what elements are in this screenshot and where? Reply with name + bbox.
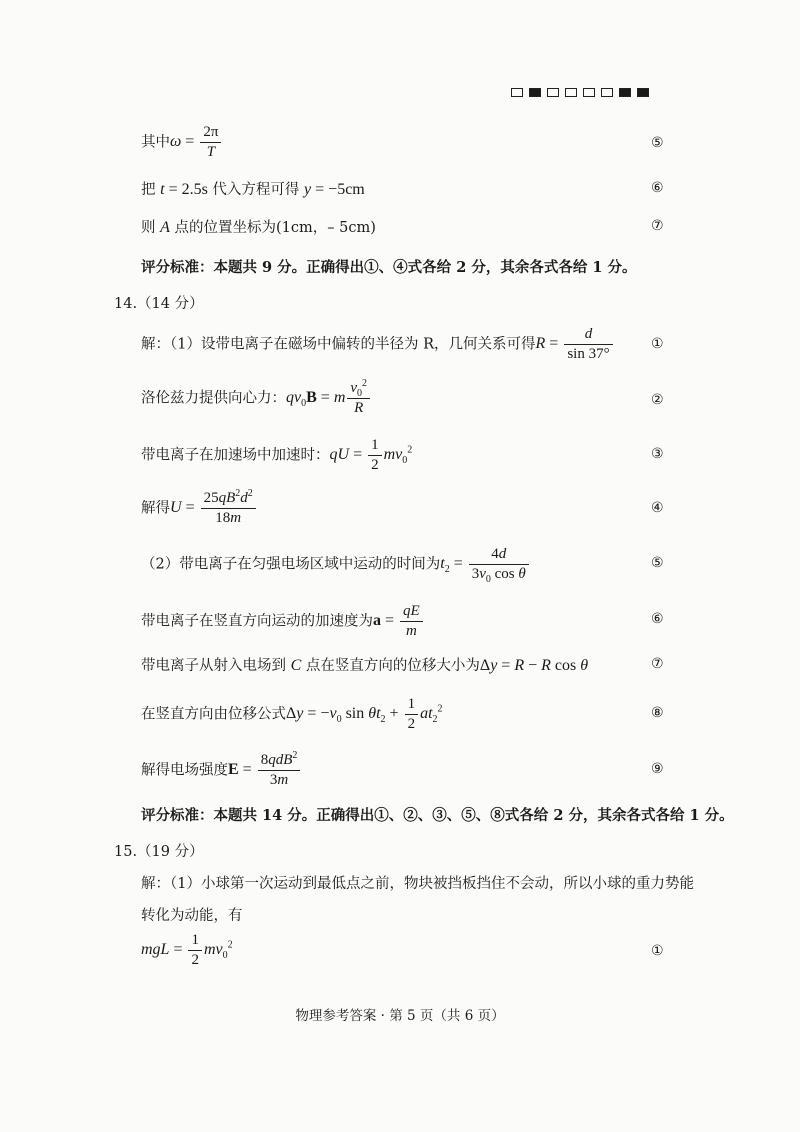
equation-number: ① [651, 943, 664, 959]
line-text: 在竖直方向由位移公式 [141, 706, 286, 723]
header-mark [583, 88, 595, 97]
header-mark [529, 88, 541, 97]
q14-step-5 [141, 546, 800, 584]
q14-step-7 [141, 654, 800, 675]
line-text: 代入方程可得 [207, 182, 305, 198]
formula-e: E = $\frac{8qdB^2}{3m}$ [228, 761, 302, 778]
formula-dy: Δy = R − R cos θ [479, 657, 589, 674]
grading-14: 评分标准：本题共 14 分。正确得出①、②、③、⑤、⑧式各给 2 分，其余各式各给 1 分。 [141, 807, 734, 824]
line-text: 把 [141, 182, 161, 198]
line-text: 解：（1）设带电离子在磁场中偏转的半径为 R，几何关系可得 [141, 336, 536, 353]
line-text: （2）带电离子在匀强电场区域中运动的时间为 [141, 556, 441, 573]
header-mark [637, 88, 649, 97]
line-omega [141, 124, 800, 162]
equation-number: ⑦ [651, 656, 664, 672]
line-text: 解得电场强度 [141, 762, 228, 779]
equation-number: ④ [651, 500, 664, 516]
line-position [141, 216, 800, 237]
q15-step-1: 解：（1）小球第一次运动到最低点之前，物块被挡板挡住不会动，所以小球的重力势能 [141, 876, 694, 892]
formula-a: a = $\frac{qE}{m}$ [373, 612, 425, 629]
line-text: 带电离子从射入电场到 [141, 658, 291, 674]
page-footer: 物理参考答案 · 第 5 页（共 6 页） [295, 1008, 505, 1024]
header-mark [565, 88, 577, 97]
header-mark [547, 88, 559, 97]
grading-13: 评分标准：本题共 9 分。正确得出①、④式各给 2 分，其余各式各给 1 分。 [141, 259, 637, 276]
line-text: 带电离子在加速场中加速时： [141, 447, 330, 464]
line-text: 其中 [141, 134, 170, 151]
q14-step-8 [141, 696, 800, 734]
formula-r: R = $\frac{d}{\sin 37^\circ}$ [536, 335, 615, 352]
q14-step-3 [141, 437, 800, 475]
q15-step-2 [141, 932, 800, 970]
formula-time: $t_2$ = $\frac{4d}{3v_0 \cos \theta}$ [440, 555, 531, 572]
formula-y: y = −5cm [304, 181, 365, 198]
formula-lorentz: $qv_0B = m$ $\frac{v_0^2}{R}$ [286, 389, 372, 406]
question-14-heading: 14.（14 分） [114, 296, 204, 312]
q14-step-6 [141, 603, 800, 641]
line-substitute [141, 178, 800, 199]
equation-number: ③ [651, 446, 664, 462]
q14-step-9 [141, 752, 800, 790]
formula-acceleration-energy: qU = $\frac{1}{2}$ $mv_0^2$ [329, 437, 413, 474]
line-text: 洛伦兹力提供向心力： [141, 390, 286, 407]
line-text: 则 [141, 220, 161, 236]
formula-omega: ω = $\frac{2\pi}{T}$ [170, 133, 223, 150]
equation-number: ⑧ [651, 705, 664, 721]
equation-number: ⑥ [651, 180, 664, 196]
equation-number: ⑥ [651, 611, 664, 627]
q15-step-1-cont: 转化为动能，有 [141, 908, 243, 924]
question-15-heading: 15.（19 分） [114, 844, 204, 860]
equation-number: ② [651, 392, 664, 408]
formula-voltage: U = $\frac{25qB^2d^2}{18m}$ [170, 499, 258, 516]
equation-number: ① [651, 336, 664, 352]
header-marks [511, 88, 649, 97]
point-c: C [290, 657, 302, 674]
equation-number: ⑨ [651, 761, 664, 777]
header-mark [511, 88, 523, 97]
line-text: 点在竖直方向的位移大小为 [301, 658, 480, 674]
header-mark [619, 88, 631, 97]
equation-number: ⑤ [651, 555, 664, 571]
q14-step-2 [141, 380, 800, 418]
header-mark [601, 88, 613, 97]
point-a: A [160, 219, 170, 236]
q14-step-4 [141, 490, 800, 528]
equation-number: ⑤ [651, 135, 664, 151]
line-text: 带电离子在竖直方向运动的加速度为 [141, 613, 373, 630]
q14-step-1 [141, 326, 800, 364]
line-text: 点的位置坐标为(1cm，– 5cm) [169, 220, 376, 236]
formula-displacement: $\Delta y = -v_0$ $\sin \theta t_2$ + $\frac{1}{2}$ $at_2^2$ [286, 696, 443, 733]
formula-t: t = 2.5s [160, 181, 208, 198]
formula-energy: mgL = $\frac{1}{2}$ $mv_0^2$ [141, 932, 233, 969]
equation-number: ⑦ [651, 218, 664, 234]
line-text: 解得 [141, 500, 170, 517]
